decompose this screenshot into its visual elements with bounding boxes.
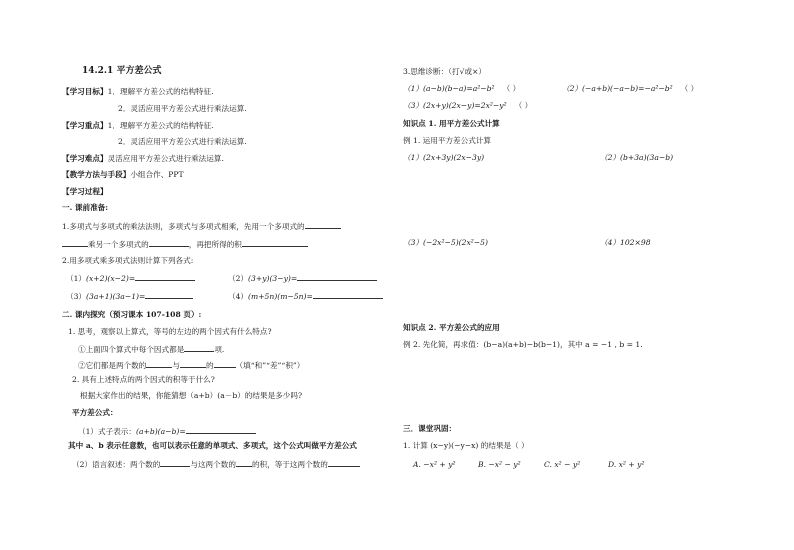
formula-verbal-row <box>72 458 360 470</box>
answer-blank[interactable] <box>297 272 377 281</box>
answer-blank[interactable] <box>214 359 236 368</box>
think-text: ②它们都是两个数的 <box>78 361 147 370</box>
key-tag: 【学习重点】 <box>62 121 108 130</box>
difficulty-text: 灵活应用平方差公式进行乘法运算. <box>107 154 224 163</box>
think-question-2: 2. 具有上述特点的两个因式的积等于什么? <box>72 375 215 384</box>
key-row-1 <box>62 121 214 131</box>
answer-blank[interactable] <box>149 238 189 247</box>
example-1-item-1: （1）(2x+3y)(2x−3y) <box>403 153 485 162</box>
answer-blank[interactable] <box>180 359 206 368</box>
method-tag: 【教学方法与手段】 <box>62 170 131 179</box>
calc-item-4 <box>228 290 383 302</box>
think-text: 与 <box>172 361 180 370</box>
answer-blank[interactable] <box>145 290 193 299</box>
formula-heading: 平方差公式： <box>72 408 118 417</box>
calc-item-label: （4） <box>228 292 249 301</box>
prep-question-1-line-1 <box>62 220 341 232</box>
calc-item-label: （1） <box>66 274 87 283</box>
diagnosis-heading: 3.思维诊断：（打√或×） <box>403 67 486 76</box>
formula-expression-row <box>78 425 256 437</box>
knowledge-point-2-heading: 知识点 2. 平方差公式的应用 <box>403 323 500 332</box>
answer-blank[interactable] <box>186 425 256 434</box>
think-text: 项. <box>214 345 225 354</box>
goals-tag: 【学习目标】 <box>62 87 108 96</box>
think-text: （填“和”“差”“积”） <box>235 361 305 370</box>
answer-blank[interactable] <box>62 238 88 247</box>
page-title: 14.2.1 平方差公式 <box>82 66 162 76</box>
diagnosis-answer-box[interactable]: （ ） <box>514 101 533 110</box>
calc-item-expr: (x+2)(x−2)= <box>86 274 136 283</box>
goals-item-2: 2．灵活应用平方差公式进行乘法运算. <box>118 104 247 113</box>
think-text: ①上面四个算式中每个因式都是 <box>78 345 185 354</box>
diagnosis-answer-box[interactable]: （ ） <box>680 84 699 93</box>
consolidation-heading: 三．课堂巩固： <box>403 424 457 433</box>
think-question-2-body: 根据大家作出的结果，你能猜想（a+b）(a－b）的结果是多少吗? <box>80 391 303 400</box>
calc-item-2 <box>228 272 377 284</box>
think-question-1-part-1 <box>78 343 224 355</box>
difficulty-tag: 【学习难点】 <box>62 154 108 163</box>
explore-heading: 二. 课内探究（预习课本 107-108 页）: <box>62 310 202 319</box>
think-question-1-part-2 <box>78 359 304 371</box>
prep-question-1-text-c: ，再把所得的积 <box>188 240 242 249</box>
formula-text: （1）式子表示： <box>78 427 136 436</box>
process-tag: 【学习过程】 <box>62 187 108 196</box>
formula-text: 与这两个数的 <box>190 460 236 469</box>
formula-text: 的积，等于这两个数的 <box>251 460 328 469</box>
answer-blank[interactable] <box>160 458 190 467</box>
answer-blank[interactable] <box>184 343 214 352</box>
example-1-item-2: （2）(b+3a)(3a−b) <box>600 153 674 162</box>
goals-item-1: 1．理解平方差公式的结构特征. <box>107 87 214 96</box>
calc-item-label: （3） <box>66 292 87 301</box>
option-c[interactable]: C. x² − y² <box>544 460 581 469</box>
diagnosis-expr: （3）(2x+y)(2x−y)=2x²−y² <box>403 101 507 110</box>
answer-blank[interactable] <box>305 220 341 229</box>
answer-blank[interactable] <box>242 238 308 247</box>
formula-note: 其中 a、b 表示任意数，也可以表示任意的单项式、多项式，这个公式叫做平方差公式 <box>68 441 357 450</box>
prep-heading: 一. 课前准备: <box>62 203 109 212</box>
diagnosis-item-2 <box>562 84 698 94</box>
example-2: 例 2. 先化简，再求值：(b−a)(a+b)−b(b−1)，其中 a = −1 , b = 1. <box>403 340 643 349</box>
option-a[interactable]: A. −x² + y² <box>413 460 456 469</box>
example-1-item-4: （4）102×98 <box>600 238 651 247</box>
think-question-1: 1. 思考，观察以上算式，等号的左边的两个因式有什么特点? <box>68 327 272 336</box>
calc-item-expr: (3a+1)(3a−1)= <box>86 292 146 301</box>
calc-item-expr: (3+y)(3−y)= <box>248 274 298 283</box>
calc-item-label: （2） <box>228 274 249 283</box>
difficulty-row <box>62 154 224 164</box>
knowledge-point-1-heading: 知识点 1. 用平方差公式计算 <box>403 119 500 128</box>
diagnosis-item-3 <box>403 101 532 111</box>
example-1: 例 1. 运用平方差公式计算 <box>403 136 492 145</box>
consolidation-question-1: 1. 计算 (x−y)(−y−x) 的结果是（ ） <box>403 441 529 450</box>
answer-blank[interactable] <box>328 458 360 467</box>
answer-blank[interactable] <box>236 458 252 467</box>
prep-question-1-line-2 <box>62 238 308 250</box>
diagnosis-answer-box[interactable]: （ ） <box>502 84 521 93</box>
prep-question-1-text-a: 1.多项式与多项式的乘法法则，多项式与多项式相乘，先用一个多项式的 <box>62 222 305 231</box>
goals-row-1 <box>62 87 214 97</box>
diagnosis-item-1 <box>403 84 520 94</box>
prep-question-1-text-b: 乘另一个多项式的 <box>88 240 149 249</box>
answer-blank[interactable] <box>313 290 383 299</box>
method-text: 小组合作、PPT <box>130 170 184 179</box>
calc-item-1 <box>66 272 195 284</box>
option-b[interactable]: B. −x² − y² <box>478 460 521 469</box>
answer-blank[interactable] <box>135 272 195 281</box>
option-d[interactable]: D. x² + y² <box>608 460 645 469</box>
diagnosis-expr: （1）(a−b)(b−a)=a²−b² <box>403 84 495 93</box>
prep-question-2: 2.用多项式乘多项式法则计算下列各式: <box>62 256 194 265</box>
method-row <box>62 170 184 180</box>
key-item-2: 2．灵活应用平方差公式进行乘法运算. <box>118 137 247 146</box>
key-item-1: 1．理解平方差公式的结构特征. <box>107 121 214 130</box>
diagnosis-expr: （2）(−a+b)(−a−b)=−a²−b² <box>562 84 673 93</box>
answer-blank[interactable] <box>146 359 172 368</box>
think-text: 的 <box>205 361 214 370</box>
formula-expr: (a+b)(a−b)= <box>136 427 186 436</box>
calc-item-expr: (m+5n)(m−5n)= <box>248 292 313 301</box>
example-1-item-3: （3）(−2x²−5)(2x²−5) <box>403 238 488 247</box>
formula-text: （2）语言叙述：两个数的 <box>72 460 161 469</box>
calc-item-3 <box>66 290 193 302</box>
